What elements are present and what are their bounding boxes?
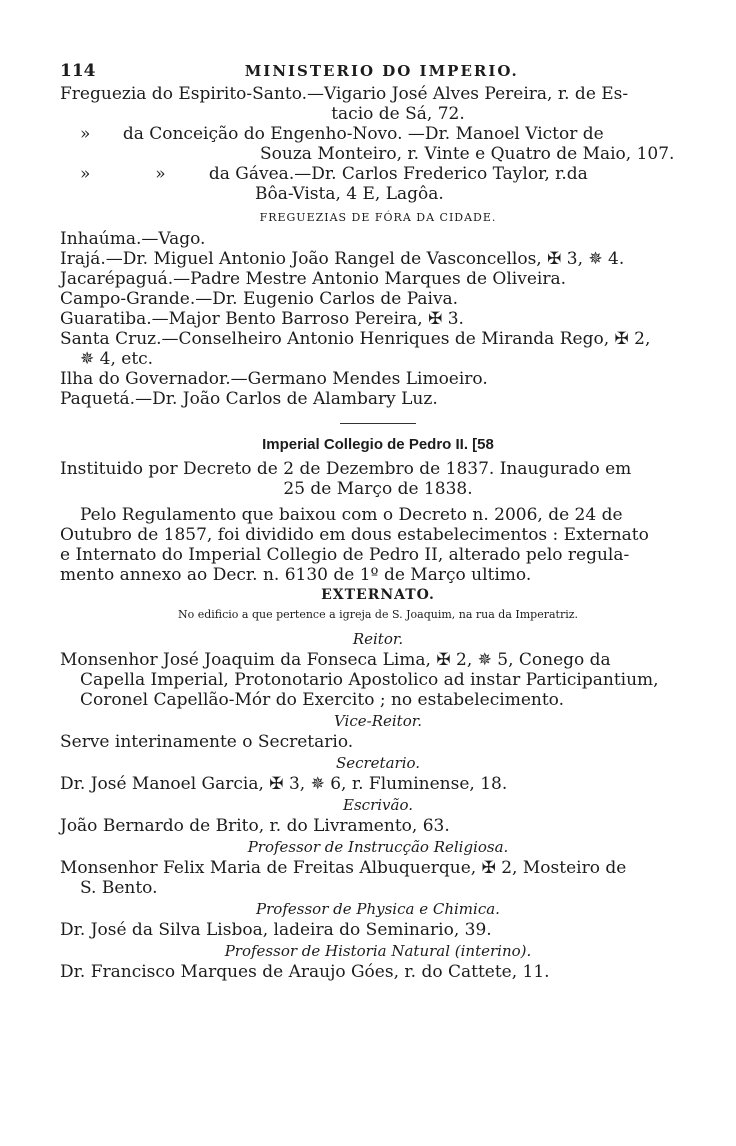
text-line: Souza Monteiro, r. Vinte e Quatro de Maio, 107. <box>260 144 675 164</box>
running-header <box>60 60 696 82</box>
text-line: Dr. Francisco Marques de Araujo Góes, r. do Cattete, 11. <box>60 962 550 982</box>
text-line: tacio de Sá, 72. <box>331 104 465 124</box>
page-number: 114 <box>60 61 96 81</box>
text-line: Dr. José Manoel Garcia, ✠ 3, ✵ 6, r. Fluminense, 18. <box>60 774 508 794</box>
running-title: MINISTERIO DO IMPERIO. <box>244 62 519 80</box>
text-line: Irajá.—Dr. Miguel Antonio João Rangel de Vasconcellos, ✠ 3, ✵ 4. <box>60 249 625 269</box>
text-line: S. Bento. <box>80 878 158 898</box>
text-line: Coronel Capellão-Mór do Exercito ; no estabelecimento. <box>80 690 565 710</box>
role-heading: Reitor. <box>352 630 404 648</box>
role-heading: Professor de Historia Natural (interino). <box>224 942 532 960</box>
text-line: Jacarépaguá.—Padre Mestre Antonio Marques de Oliveira. <box>60 269 567 289</box>
text-line: » » da Gávea.—Dr. Carlos Frederico Taylor, r.da <box>80 164 588 184</box>
text-line: Ilha do Governador.—Germano Mendes Limoeiro. <box>60 369 488 389</box>
text-line: Monsenhor José Joaquim da Fonseca Lima, ✠ 2, ✵ 5, Conego da <box>60 650 611 670</box>
collegio-heading: Imperial Collegio de Pedro II. [58 <box>262 436 494 453</box>
text-line: Monsenhor Felix Maria de Freitas Albuquerque, ✠ 2, Mosteiro de <box>60 858 627 878</box>
text-line: ✵ 4, etc. <box>80 349 154 369</box>
text-line: Santa Cruz.—Conselheiro Antonio Henriques de Miranda Rego, ✠ 2, <box>60 329 651 349</box>
section-subheading: FREGUEZIAS DE FÓRA DA CIDADE. <box>259 211 497 224</box>
regulamento-paragraph <box>60 505 696 585</box>
text-line: Outubro de 1857, foi dividido em dous estabelecimentos : Externato <box>60 525 649 545</box>
text-line: Serve interinamente o Secretario. <box>60 732 354 752</box>
text-line: Instituido por Decreto de 2 de Dezembro de 1837. Inaugurado em <box>60 459 632 479</box>
text-line: Dr. José da Silva Lisboa, ladeira do Seminario, 39. <box>60 920 492 940</box>
text-line: » da Conceição do Engenho-Novo. —Dr. Manoel Victor de <box>80 124 604 144</box>
role-heading: Escrivão. <box>343 796 413 814</box>
role-heading: Professor de Instrucção Religiosa. <box>247 838 509 856</box>
externato-heading: EXTERNATO. <box>321 587 435 603</box>
role-heading: Professor de Physica e Chimica. <box>256 900 500 918</box>
text-line: Capella Imperial, Protonotario Apostolico ad instar Participantium, <box>80 670 659 690</box>
section-divider <box>340 423 416 424</box>
outside-parishes <box>60 229 696 409</box>
text-line: Pelo Regulamento que baixou com o Decreto n. 2006, de 24 de <box>80 505 623 525</box>
text-line: e Internato do Imperial Collegio de Pedro II, alterado pelo regula- <box>60 545 630 565</box>
text-line: Bôa-Vista, 4 E, Lagôa. <box>255 184 444 204</box>
text-line: mento annexo ao Decr. n. 6130 de 1º de Março ultimo. <box>60 565 532 585</box>
role-heading: Secretario. <box>335 754 421 772</box>
text-line: Paquetá.—Dr. João Carlos de Alambary Luz. <box>60 389 438 409</box>
text-line: Guaratiba.—Major Bento Barroso Pereira, ✠ 3. <box>60 309 464 329</box>
city-parishes <box>60 84 696 204</box>
text-line: Campo-Grande.—Dr. Eugenio Carlos de Paiva. <box>60 289 459 309</box>
text-line: Freguezia do Espirito-Santo.—Vigario José Alves Pereira, r. de Es- <box>60 84 629 104</box>
text-line: Inhaúma.—Vago. <box>60 229 206 249</box>
text-line: João Bernardo de Brito, r. do Livramento, 63. <box>60 816 450 836</box>
externato-note: No edificio a que pertence a igreja de S. Joaquim, na rua da Imperatriz. <box>177 608 579 621</box>
text-line: 25 de Março de 1838. <box>283 479 473 499</box>
role-heading: Vice-Reitor. <box>333 712 423 730</box>
document-page <box>60 60 696 982</box>
